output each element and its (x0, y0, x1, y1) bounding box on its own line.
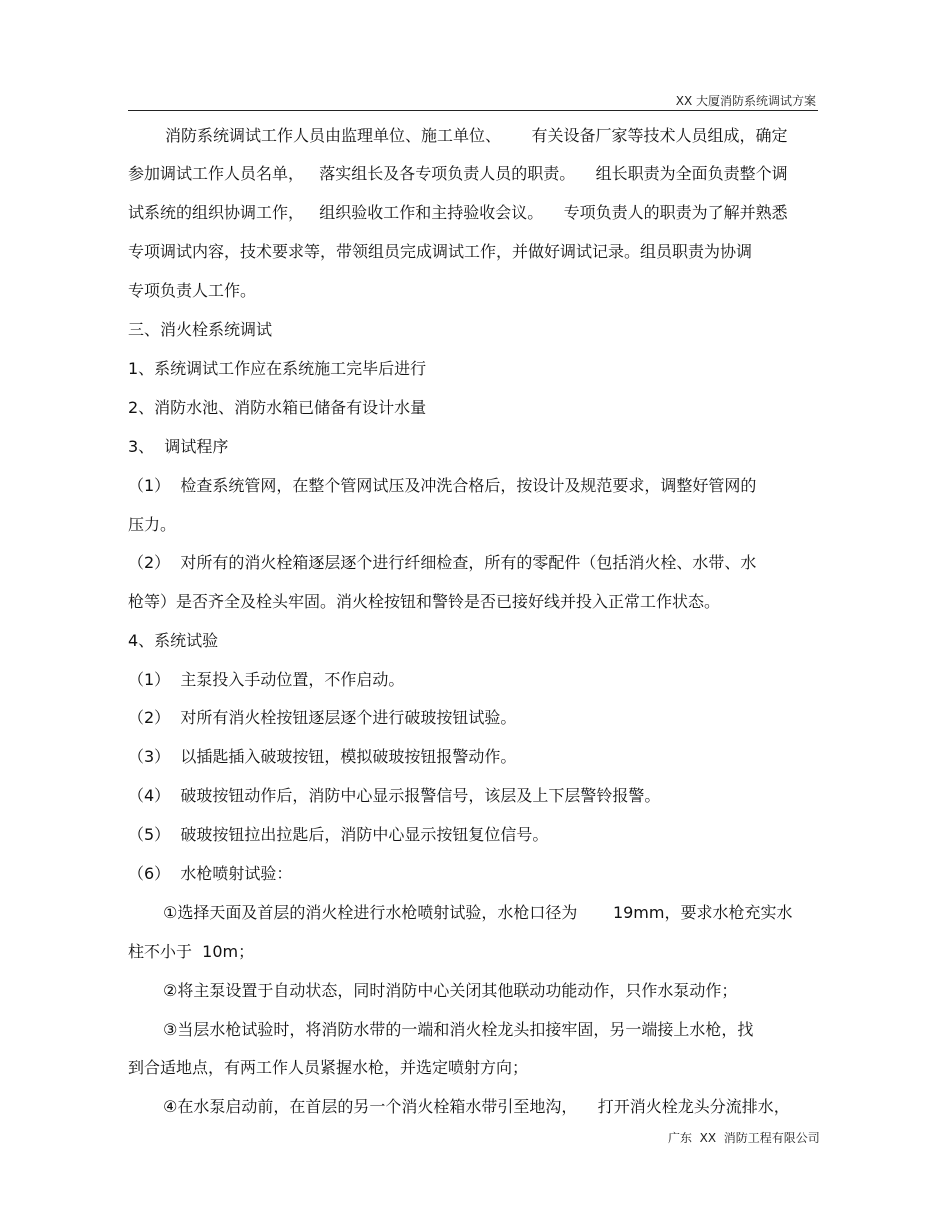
body-line: 专项调试内容，技术要求等，带领组员完成调试工作，并做好调试记录。组员职责为协调 (128, 242, 753, 261)
body-line: 专项负责人工作。 (128, 281, 257, 300)
list-item: （6） 水枪喷射试验： (128, 864, 293, 883)
list-item: （3） 以插匙插入破玻按钮，模拟破玻按钮报警动作。 (128, 747, 517, 766)
list-item: （1） 主泵投入手动位置，不作启动。 (128, 670, 405, 689)
page-header (128, 92, 818, 111)
body-line: 压力。 (128, 515, 177, 534)
list-item: （2） 对所有的消火栓箱逐层逐个进行纤细检查，所有的零配件（包括消火栓、水带、水 (128, 553, 757, 572)
list-item: ②将主泵设置于自动状态，同时消防中心关闭其他联动功能动作，只作水泵动作； (163, 981, 738, 1000)
body-line: 枪等）是否齐全及栓头牢固。消火栓按钮和警铃是否已接好线并投入正常工作状态。 (128, 592, 721, 611)
list-item: 1、系统调试工作应在系统施工完毕后进行 (128, 359, 427, 378)
body-line: 到合适地点，有两工作人员紧握水枪，并选定喷射方向； (128, 1058, 529, 1077)
body-line: 参加调试工作人员名单， 落实组长及各专项负责人员的职责。 组长职责为全面负责整个调 (128, 164, 788, 183)
section-heading: 三、消火栓系统调试 (128, 320, 273, 339)
list-item: （1） 检查系统管网，在整个管网试压及冲洗合格后，按设计及规范要求，调整好管网的 (128, 476, 757, 495)
list-item: ③当层水枪试验时，将消防水带的一端和消火栓龙头扣接牢固，另一端接上水枪，找 (163, 1020, 754, 1039)
list-item: ①选择天面及首层的消火栓进行水枪喷射试验，水枪口径为 19mm，要求水枪充实水 (163, 903, 793, 922)
list-item: ④在水泵启动前，在首层的另一个消火栓箱水带引至地沟， 打开消火栓龙头分流排水， (163, 1097, 790, 1116)
list-item: （5） 破玻按钮拉出拉匙后，消防中心显示按钮复位信号。 (128, 825, 549, 844)
list-item: 2、消防水池、消防水箱已储备有设计水量 (128, 398, 427, 417)
body-line: 消防系统调试工作人员由监理单位、施工单位、 有关设备厂家等技术人员组成，确定 (165, 126, 788, 145)
list-item: （4） 破玻按钮动作后，消防中心显示报警信号，该层及上下层警铃报警。 (128, 786, 661, 805)
body-line: 试系统的组织协调工作， 组织验收工作和主持验收会议。 专项负责人的职责为了解并熟悉 (128, 203, 788, 222)
header-title: XX 大厦消防系统调试方案 (675, 94, 816, 108)
list-item: （2） 对所有消火栓按钮逐层逐个进行破玻按钮试验。 (128, 708, 517, 727)
body-line: 柱不小于 10m； (128, 942, 255, 961)
section-heading: 4、系统试验 (128, 631, 219, 650)
page-footer: 广东 XX 消防工程有限公司 (668, 1131, 820, 1145)
list-item: 3、 调试程序 (128, 437, 229, 456)
